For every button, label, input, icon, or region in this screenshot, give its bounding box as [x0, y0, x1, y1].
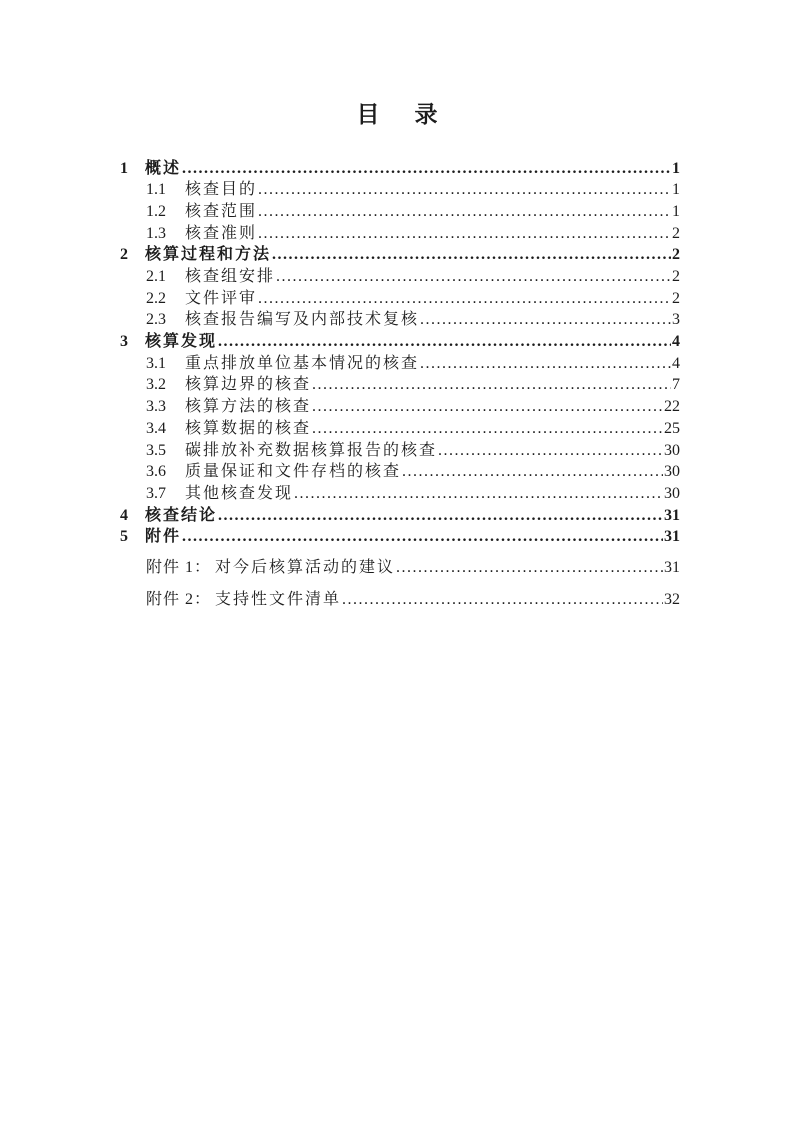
toc-entry-number: 2.2: [146, 289, 166, 307]
toc-entry[interactable]: [120, 374, 680, 396]
toc-entry-page: 4: [672, 354, 680, 372]
toc-entry[interactable]: [120, 461, 680, 483]
toc-entry-label: 核算发现: [145, 333, 218, 351]
toc-entry[interactable]: [120, 418, 680, 440]
dot-leader: [218, 331, 671, 353]
dot-leader: [438, 440, 663, 462]
toc-entry-number: 3.6: [146, 463, 166, 481]
toc-entry-number: 4: [120, 506, 128, 524]
toc-entry-number: 2.1: [146, 268, 166, 286]
dot-leader: [182, 158, 671, 180]
dot-leader: [312, 396, 663, 418]
toc-entry[interactable]: [120, 266, 680, 288]
dot-leader: [218, 505, 663, 527]
toc-entry[interactable]: [120, 526, 680, 548]
toc-list: [120, 158, 680, 611]
toc-entry[interactable]: [120, 158, 680, 180]
toc-entry-number: 3.3: [146, 398, 166, 416]
dot-leader: [276, 266, 671, 288]
toc-entry[interactable]: [120, 223, 680, 245]
toc-entry[interactable]: [120, 179, 680, 201]
toc-entry[interactable]: [120, 309, 680, 331]
dot-leader: [258, 179, 671, 201]
toc-entry-label: 核算过程和方法: [145, 246, 272, 264]
dot-leader: [420, 309, 671, 331]
toc-entry-label: 核算边界的核查: [185, 376, 312, 394]
toc-entry-number: 3.5: [146, 441, 166, 459]
toc-entry-page: 4: [672, 333, 680, 351]
toc-entry-label: 核查报告编写及内部技术复核: [185, 311, 420, 329]
toc-entry-number: 1: [120, 159, 128, 177]
toc-entry-label: 核算方法的核查: [185, 398, 312, 416]
toc-entry[interactable]: [120, 331, 680, 353]
toc-entry-label: 核算数据的核查: [185, 419, 312, 437]
toc-entry-page: 25: [664, 419, 680, 437]
toc-entry[interactable]: [120, 589, 680, 611]
toc-entry-number: 1.2: [146, 202, 166, 220]
toc-entry-page: 32: [664, 590, 680, 608]
toc-entry[interactable]: [120, 396, 680, 418]
toc-entry-page: 31: [664, 506, 680, 524]
dot-leader: [420, 353, 671, 375]
toc-entry-label: 核查范围: [185, 202, 258, 220]
toc-entry-page: 30: [664, 441, 680, 459]
dot-leader: [258, 288, 671, 310]
toc-entry-number: 1.1: [146, 181, 166, 199]
dot-leader: [258, 223, 671, 245]
toc-entry-page: 1: [672, 181, 680, 199]
toc-entry-number: 5: [120, 528, 128, 546]
toc-entry-label: 核查结论: [145, 506, 218, 524]
toc-entry-page: 2: [672, 246, 680, 264]
toc-entry-label: 核查准则: [185, 224, 258, 242]
toc-entry-label: 其他核查发现: [185, 484, 294, 502]
toc-entry-page: 2: [672, 268, 680, 286]
dot-leader: [396, 557, 663, 579]
dot-leader: [272, 244, 671, 266]
dot-leader: [402, 461, 663, 483]
toc-entry-number: 2.3: [146, 311, 166, 329]
toc-entry-page: 31: [664, 559, 680, 577]
toc-entry-page: 3: [672, 311, 680, 329]
toc-entry-label: 核查组安排: [185, 268, 276, 286]
toc-entry-label: 附件: [145, 528, 182, 546]
dot-leader: [182, 526, 663, 548]
toc-entry-number: 附件 2：: [146, 590, 212, 608]
toc-entry[interactable]: [120, 244, 680, 266]
toc-entry-label: 概述: [145, 159, 182, 177]
toc-entry-label: 核查目的: [185, 181, 258, 199]
toc-entry-number: 3.7: [146, 484, 166, 502]
dot-leader: [258, 201, 671, 223]
toc-entry-page: 31: [664, 528, 680, 546]
toc-entry-page: 2: [672, 224, 680, 242]
toc-entry-page: 1: [672, 202, 680, 220]
toc-entry-number: 3.2: [146, 376, 166, 394]
toc-entry-label: 质量保证和文件存档的核查: [185, 463, 402, 481]
toc-entry[interactable]: [120, 557, 680, 579]
dot-leader: [312, 418, 663, 440]
dot-leader: [342, 589, 663, 611]
toc-entry-number: 3.1: [146, 354, 166, 372]
toc-entry[interactable]: [120, 201, 680, 223]
toc-entry-number: 3.4: [146, 419, 166, 437]
toc-entry[interactable]: [120, 288, 680, 310]
dot-leader: [294, 483, 663, 505]
toc-entry-number: 2: [120, 246, 128, 264]
toc-entry-number: 附件 1：: [146, 559, 212, 577]
toc-entry[interactable]: [120, 440, 680, 462]
toc-entry-label: 重点排放单位基本情况的核查: [185, 354, 420, 372]
toc-entry-number: 3: [120, 333, 128, 351]
toc-entry[interactable]: [120, 505, 680, 527]
toc-entry-label: 碳排放补充数据核算报告的核查: [185, 441, 438, 459]
toc-entry-page: 22: [664, 398, 680, 416]
toc-entry-page: 2: [672, 289, 680, 307]
toc-title: 目 录: [356, 102, 444, 127]
toc-entry-number: 1.3: [146, 224, 166, 242]
toc-entry-label: 对今后核算活动的建议: [215, 559, 396, 577]
dot-leader: [312, 374, 671, 396]
toc-entry-page: 30: [664, 463, 680, 481]
toc-entry-page: 7: [672, 376, 680, 394]
toc-entry-label: 支持性文件清单: [215, 590, 342, 608]
toc-entry-page: 30: [664, 484, 680, 502]
toc-entry[interactable]: [120, 483, 680, 505]
toc-entry-page: 1: [672, 159, 680, 177]
toc-entry-label: 文件评审: [185, 289, 258, 307]
toc-entry[interactable]: [120, 353, 680, 375]
